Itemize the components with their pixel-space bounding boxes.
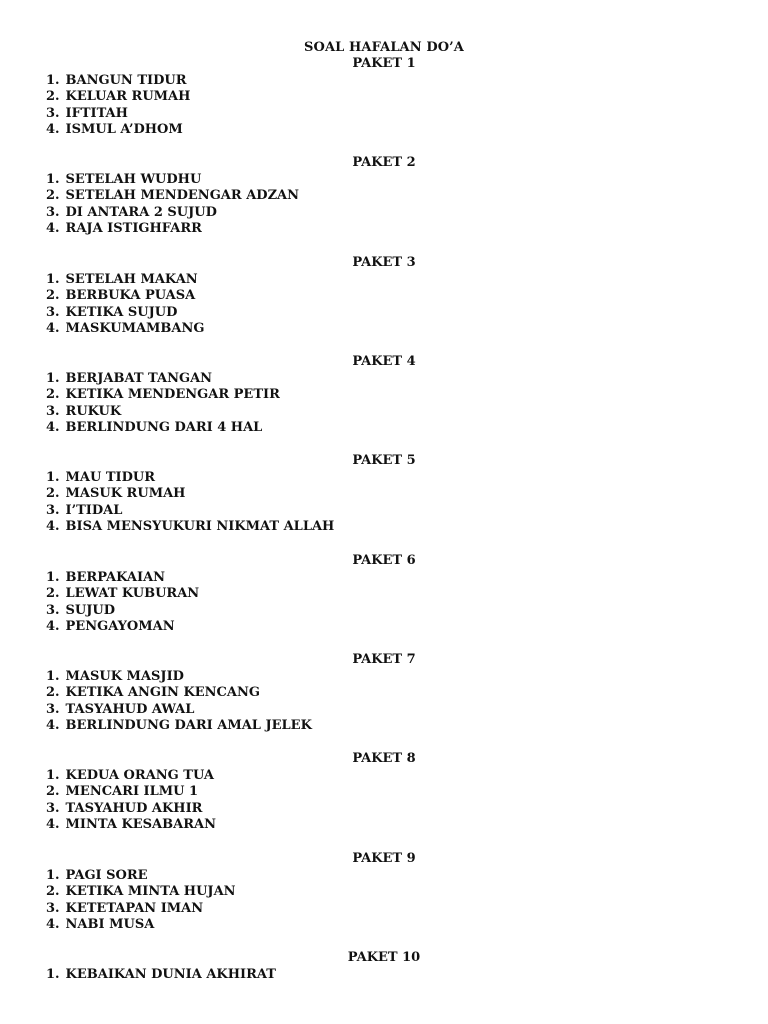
item-number: 3.	[46, 502, 60, 518]
item-number: 1.	[46, 370, 60, 386]
item-text: MAU TIDUR	[65, 469, 156, 485]
item-text: KEBAIKAN DUNIA AKHIRAT	[65, 966, 276, 982]
item-number: 1.	[46, 271, 60, 287]
item-number: 1.	[46, 867, 60, 883]
list-item	[46, 420, 726, 437]
paket-section-8	[46, 751, 726, 834]
item-text: SETELAH WUDHU	[65, 171, 202, 187]
item-number: 4.	[46, 718, 60, 734]
item-number: 3.	[46, 701, 60, 717]
paket-title: PAKET 8	[352, 751, 416, 766]
item-number: 4.	[46, 122, 60, 138]
paket-title: PAKET 3	[352, 255, 416, 270]
item-text: MENCARI ILMU 1	[65, 784, 199, 800]
item-text: BERBUKA PUASA	[65, 288, 196, 304]
item-text: PAGI SORE	[65, 867, 148, 883]
list-item	[46, 801, 726, 818]
item-text: KETETAPAN IMAN	[65, 900, 204, 916]
list-item	[46, 272, 726, 289]
list-item	[46, 519, 726, 536]
list-item	[46, 404, 726, 421]
list-item	[46, 901, 726, 918]
list-item	[46, 868, 726, 885]
item-number: 3.	[46, 602, 60, 618]
list-item	[46, 603, 726, 620]
item-text: KELUAR RUMAH	[65, 89, 191, 105]
item-text: KETIKA MINTA HUJAN	[65, 884, 236, 900]
list-item	[46, 73, 726, 90]
list-item	[46, 89, 726, 106]
paket-title: PAKET 9	[352, 851, 416, 866]
list-item	[46, 205, 726, 222]
item-number: 3.	[46, 900, 60, 916]
item-text: BERJABAT TANGAN	[65, 370, 213, 386]
item-number: 4.	[46, 817, 60, 833]
item-number: 2.	[46, 685, 60, 701]
item-text: MASKUMAMBANG	[65, 321, 205, 337]
item-number: 3.	[46, 105, 60, 121]
paket-section-9	[46, 851, 726, 934]
paket-item-list	[46, 967, 726, 984]
item-text: MINTA KESABARAN	[65, 817, 216, 833]
paket-section-3	[46, 255, 726, 338]
list-item	[46, 768, 726, 785]
item-number: 2.	[46, 884, 60, 900]
item-text: TASYAHUD AWAL	[65, 701, 195, 717]
item-text: KETIKA SUJUD	[65, 304, 178, 320]
paket-item-list	[46, 470, 726, 536]
item-text: NABI MUSA	[65, 917, 155, 933]
item-number: 4.	[46, 619, 60, 635]
item-number: 4.	[46, 321, 60, 337]
paket-title: PAKET 4	[352, 354, 416, 369]
list-item	[46, 570, 726, 587]
list-item	[46, 702, 726, 719]
item-text: KEDUA ORANG TUA	[65, 767, 214, 783]
item-number: 1.	[46, 966, 60, 982]
item-text: BERPAKAIAN	[65, 569, 166, 585]
paket-item-list	[46, 272, 726, 338]
item-number: 3.	[46, 800, 60, 816]
item-text: LEWAT KUBURAN	[65, 586, 200, 602]
paket-item-list	[46, 669, 726, 735]
item-number: 2.	[46, 89, 60, 105]
item-text: I’TIDAL	[65, 502, 123, 518]
item-text: MASUK MASJID	[65, 668, 184, 684]
paket-section-7	[46, 652, 726, 735]
paket-section-5	[46, 453, 726, 536]
item-text: BERLINDUNG DARI AMAL JELEK	[65, 718, 312, 734]
paket-title: PAKET 5	[352, 453, 416, 468]
item-number: 3.	[46, 304, 60, 320]
list-item	[46, 586, 726, 603]
list-item	[46, 669, 726, 686]
item-text: SETELAH MAKAN	[65, 271, 198, 287]
list-item	[46, 221, 726, 238]
paket-item-list	[46, 868, 726, 934]
list-item	[46, 917, 726, 934]
item-text: RAJA ISTIGHFARR	[65, 221, 202, 237]
item-number: 1.	[46, 767, 60, 783]
item-number: 1.	[46, 72, 60, 88]
paket-title: PAKET 7	[352, 652, 416, 667]
item-number: 2.	[46, 288, 60, 304]
list-item	[46, 619, 726, 636]
paket-section-6	[46, 553, 726, 636]
paket-item-list	[46, 570, 726, 636]
item-text: BANGUN TIDUR	[65, 72, 187, 88]
item-number: 4.	[46, 420, 60, 436]
item-number: 4.	[46, 221, 60, 237]
item-text: MASUK RUMAH	[65, 486, 186, 502]
item-text: PENGAYOMAN	[65, 619, 175, 635]
item-text: SETELAH MENDENGAR ADZAN	[65, 188, 300, 204]
list-item	[46, 305, 726, 322]
list-item	[46, 817, 726, 834]
item-text: KETIKA ANGIN KENCANG	[65, 685, 260, 701]
paket-item-list	[46, 172, 726, 238]
list-item	[46, 188, 726, 205]
item-number: 4.	[46, 917, 60, 933]
list-item	[46, 172, 726, 189]
list-item	[46, 387, 726, 404]
paket-section-10	[46, 950, 726, 983]
paket-title: PAKET 1	[352, 56, 416, 71]
paket-title: PAKET 2	[352, 155, 416, 170]
list-item	[46, 106, 726, 123]
item-text: DI ANTARA 2 SUJUD	[65, 204, 217, 220]
item-text: SUJUD	[65, 602, 116, 618]
list-item	[46, 371, 726, 388]
list-item	[46, 884, 726, 901]
list-item	[46, 685, 726, 702]
item-number: 1.	[46, 469, 60, 485]
paket-item-list	[46, 768, 726, 834]
paket-section-4	[46, 354, 726, 437]
list-item	[46, 122, 726, 139]
item-number: 2.	[46, 486, 60, 502]
item-number: 3.	[46, 204, 60, 220]
item-number: 2.	[46, 387, 60, 403]
item-text: TASYAHUD AKHIR	[65, 800, 203, 816]
item-number: 4.	[46, 519, 60, 535]
paket-item-list	[46, 371, 726, 437]
paket-item-list	[46, 73, 726, 139]
item-number: 2.	[46, 188, 60, 204]
item-number: 2.	[46, 586, 60, 602]
list-item	[46, 718, 726, 735]
item-number: 1.	[46, 171, 60, 187]
list-item	[46, 784, 726, 801]
item-text: BISA MENSYUKURI NIKMAT ALLAH	[65, 519, 335, 535]
item-number: 1.	[46, 668, 60, 684]
item-text: IFTITAH	[65, 105, 128, 121]
paket-title: PAKET 10	[347, 950, 421, 965]
item-number: 2.	[46, 784, 60, 800]
item-text: ISMUL A’DHOM	[65, 122, 183, 138]
list-item	[46, 288, 726, 305]
item-number: 3.	[46, 403, 60, 419]
item-text: BERLINDUNG DARI 4 HAL	[65, 420, 263, 436]
list-item	[46, 503, 726, 520]
document-title: SOAL HAFALAN DO’A	[304, 40, 464, 55]
item-text: RUKUK	[65, 403, 122, 419]
item-text: KETIKA MENDENGAR PETIR	[65, 387, 280, 403]
paket-section-1	[46, 56, 726, 139]
list-item	[46, 321, 726, 338]
list-item	[46, 470, 726, 487]
list-item	[46, 967, 726, 984]
paket-section-2	[46, 155, 726, 238]
list-item	[46, 486, 726, 503]
item-number: 1.	[46, 569, 60, 585]
paket-title: PAKET 6	[352, 553, 416, 568]
